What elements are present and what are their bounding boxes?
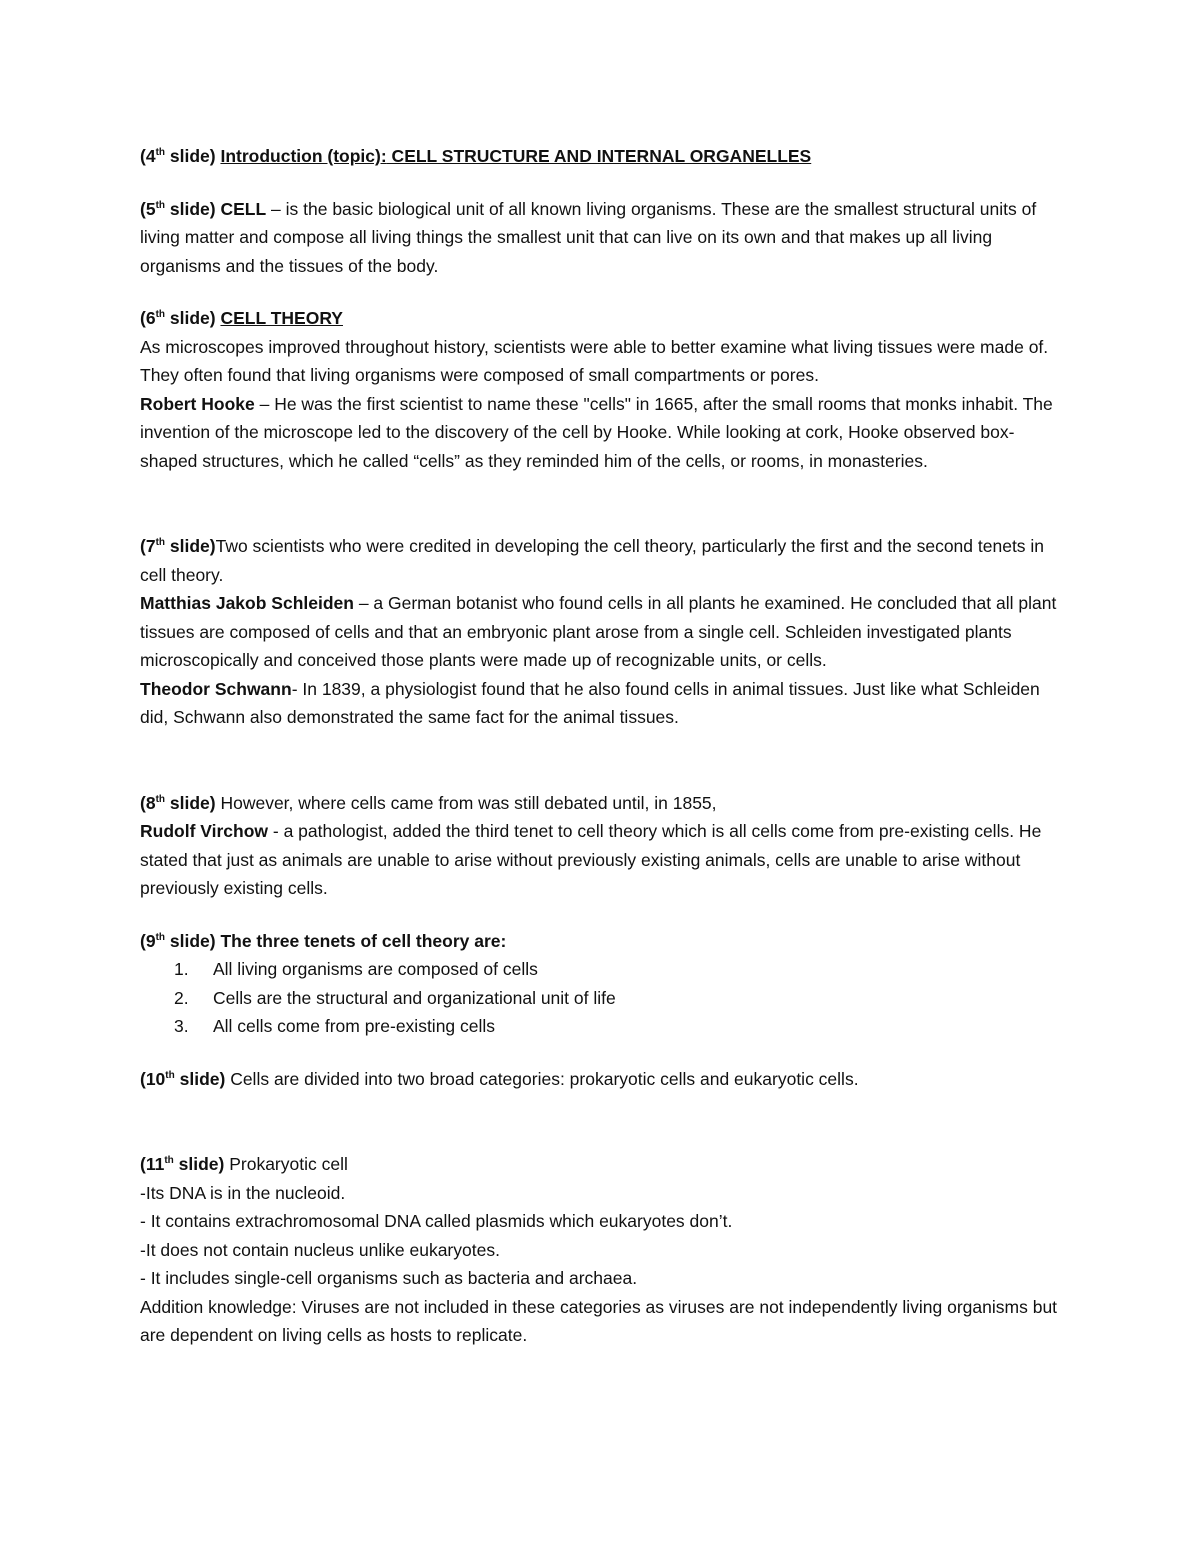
prokaryote-line: - It includes single-cell organisms such as bacteria and archaea. [140,1268,638,1288]
cell-theory-title: CELL THEORY [220,308,343,328]
virchow-paragraph: Rudolf Virchow - a pathologist, added the third tenet to cell theory which is all cells come from pre-existing cells. He stated that just as animals are unable to arise without previously existing animals, cells are unable to arise without previously existing cells. [140,821,1042,898]
list-item: 3. All cells come from pre-existing cells [174,1016,496,1036]
robert-hooke-paragraph: Robert Hooke – He was the first scientist to name these "cells" in 1665, after the small rooms that monks inhabit. The invention of the microscope led to the discovery of the cell by Hooke. While looking at cork, Hooke observed box-shaped structures, which he called “cells” as they reminded him of the cells, or rooms, in monasteries. [140,393,1053,471]
slide-10-paragraph: (10th slide) Cells are divided into two broad categories: prokaryotic cells and eukaryotic cells. [140,1068,859,1089]
slide-6-heading: (6th slide) CELL THEORY [140,308,343,328]
slide-11-heading: (11th slide) Prokaryotic cell [140,1154,348,1174]
schleiden-paragraph: Matthias Jakob Schleiden – a German botanist who found cells in all plants he examined. He concluded that all plant tissues are composed of cells and that an embryonic plant arose from a single cell. Schleiden investigated plants microscopically and conceived those plants were made up of recognizable units, or cells. [140,593,1057,670]
slide-5-paragraph: (5th slide) CELL – is the basic biological unit of all known living organisms. These are the smallest structural units of living matter and compose all living things the smallest unit that can live on its own and that makes up all living organisms and the tissues of the body. [140,198,1037,276]
list-item: 1. All living organisms are composed of cells [174,959,538,979]
list-item: 2. Cells are the structural and organizational unit of life [174,987,616,1008]
topic-title: CELL STRUCTURE AND INTERNAL ORGANELLES [386,146,812,166]
slide-6-paragraph: As microscopes improved throughout history, scientists were able to better examine what living tissues were made of. They often found that living organisms were composed of small compartments or pores. [140,336,1049,385]
tenets-list [140,955,1060,1041]
schwann-paragraph: Theodor Schwann- In 1839, a physiologist found that he also found cells in animal tissues. Just like what Schleiden did, Schwann also demonstrated the same fact for the animal tissues. [140,678,1040,727]
slide-4-heading: (4th slide) Introduction (topic): CELL STRUCTURE AND INTERNAL ORGANELLES [140,146,812,166]
cell-term: CELL [220,198,267,219]
prokaryote-line: -It does not contain nucleus unlike eukaryotes. [140,1239,500,1260]
slide-9-heading: (9th slide) The three tenets of cell theory are: [140,930,507,951]
addition-knowledge-paragraph: Addition knowledge: Viruses are not included in these categories as viruses are not independently living organisms but are dependent on living cells as hosts to replicate. [140,1296,1058,1345]
slide-8-paragraph: (8th slide) However, where cells came from was still debated until, in 1855, [140,792,717,813]
prokaryote-line: -Its DNA is in the nucleoid. [140,1182,346,1203]
slide-7-paragraph: (7th slide)Two scientists who were credited in developing the cell theory, particularly the first and the second tenets in cell theory. [140,536,1045,585]
prokaryote-line: - It contains extrachromosomal DNA called plasmids which eukaryotes don’t. [140,1211,733,1231]
document-page [140,142,1060,1350]
introduction-label: Introduction (topic): [220,146,387,166]
